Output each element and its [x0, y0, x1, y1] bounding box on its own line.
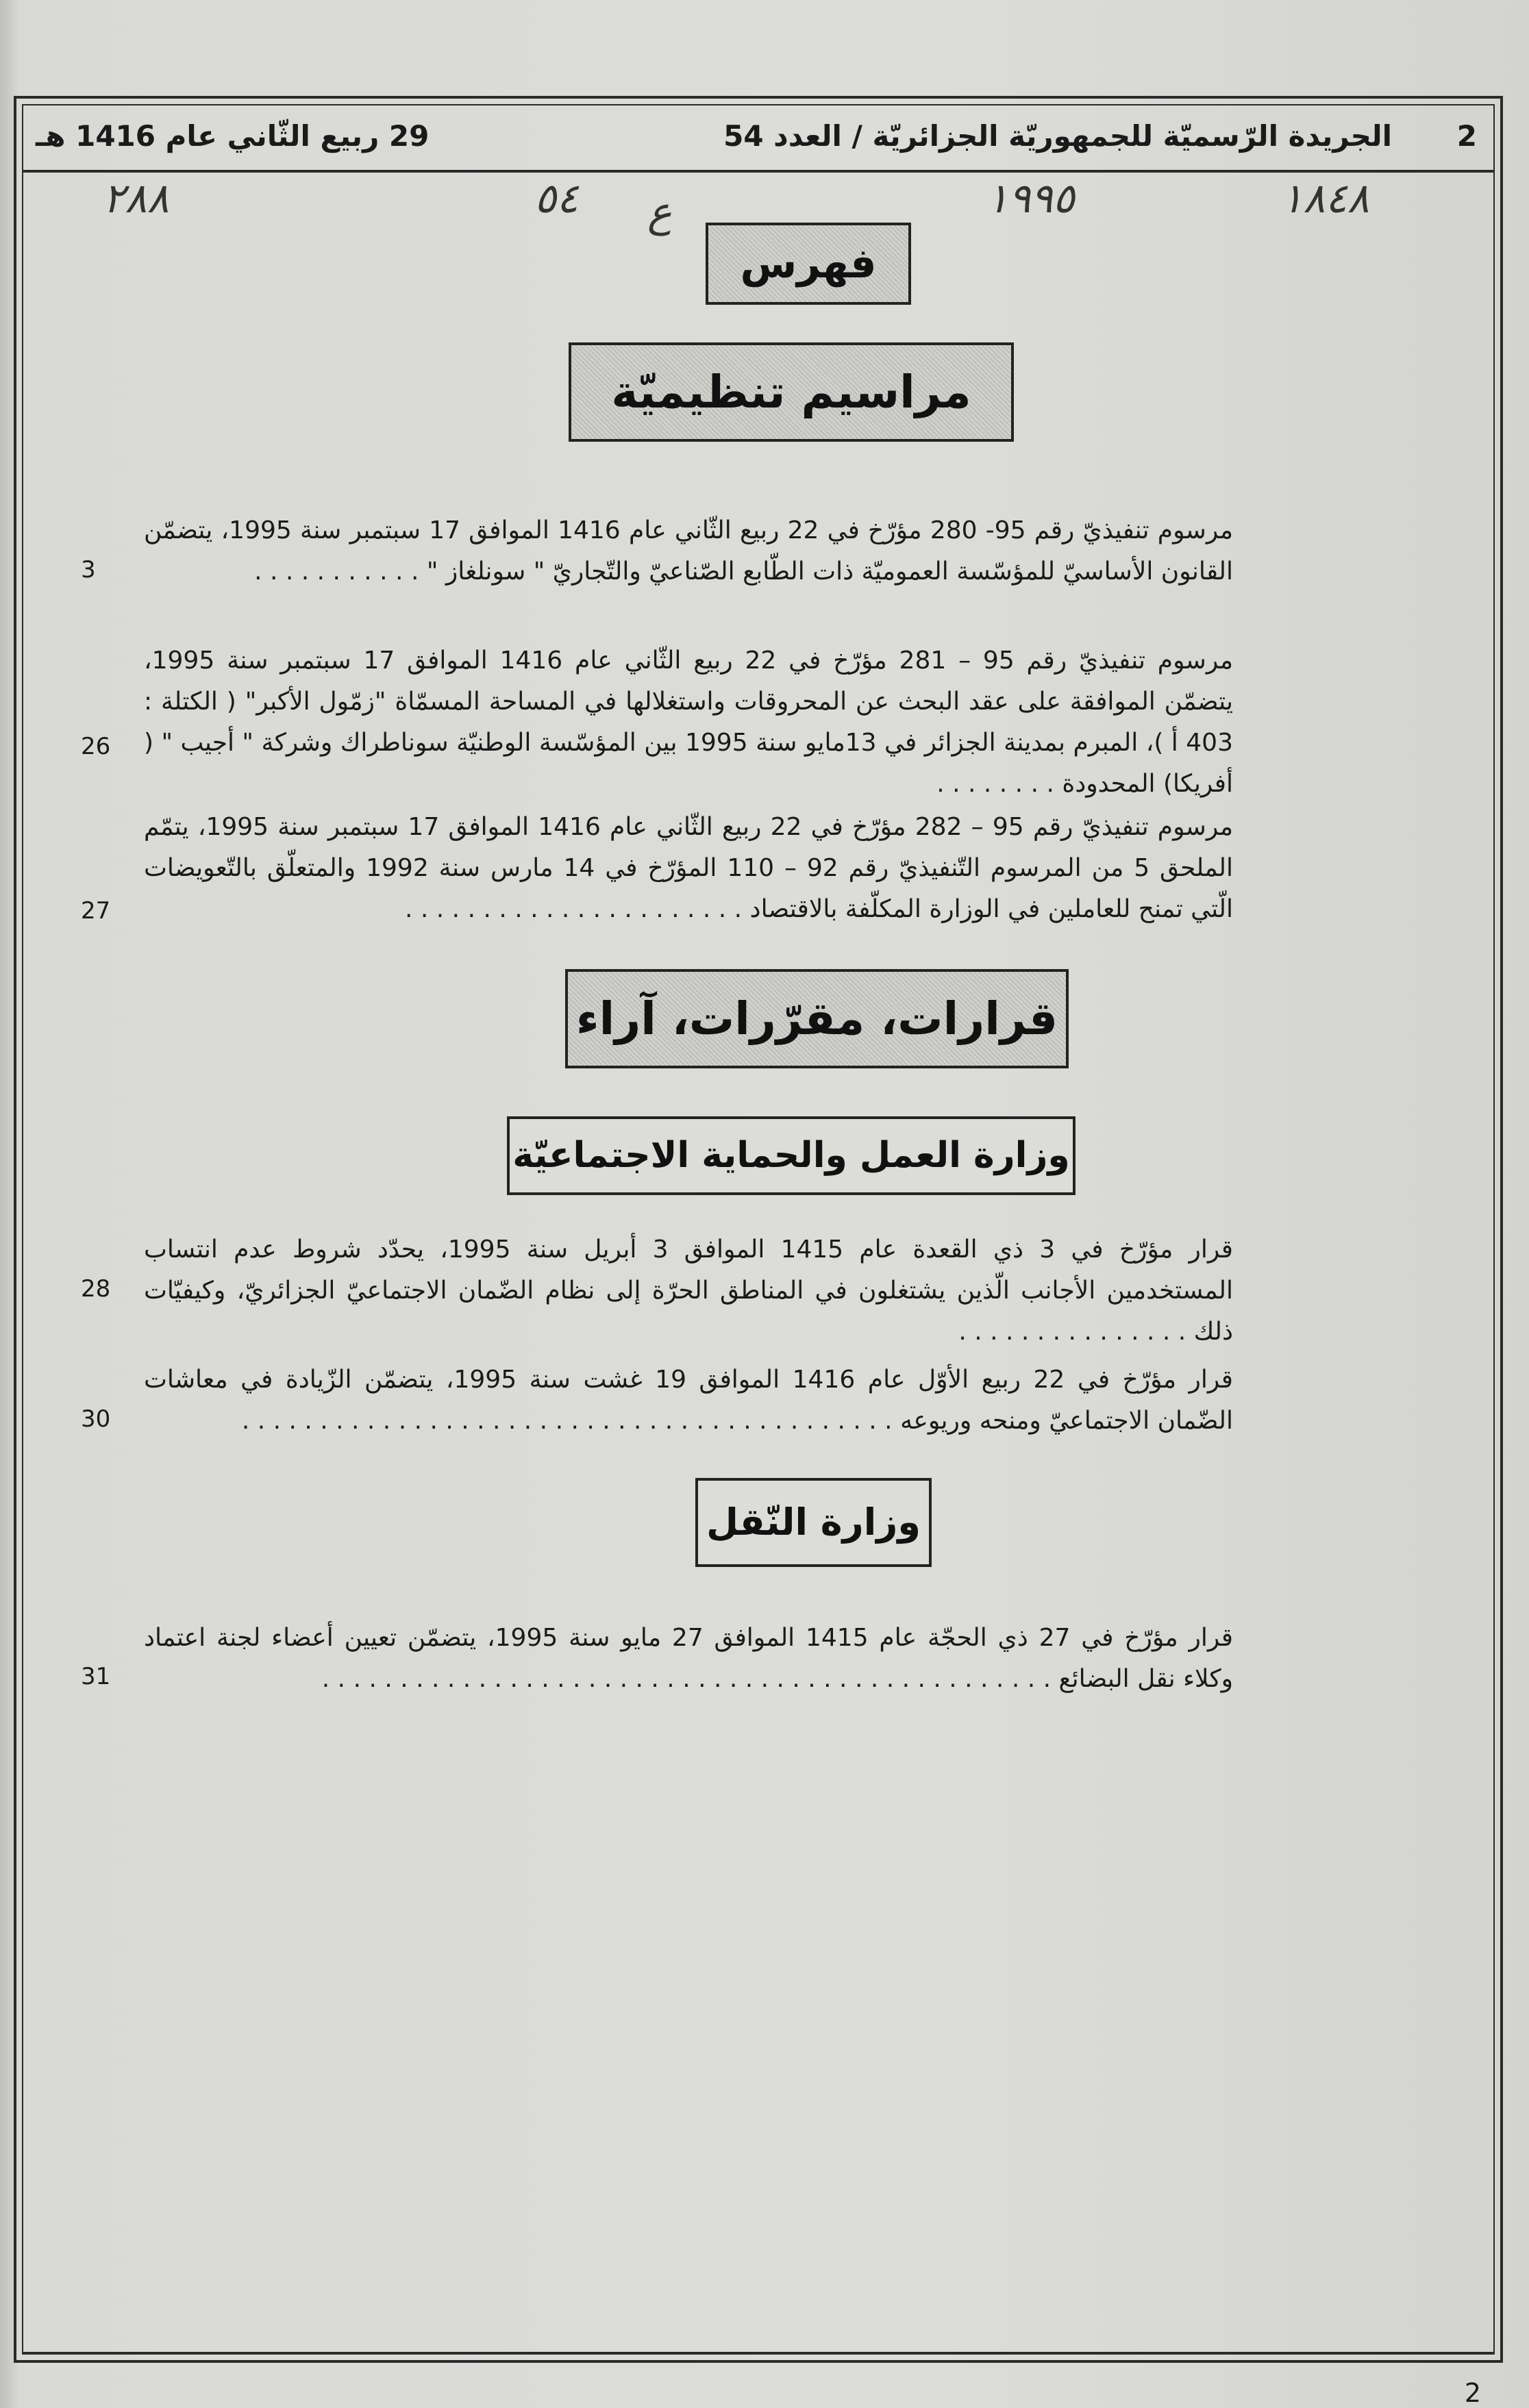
handwritten-note-mid-right: ١٩٩٥ [986, 175, 1075, 223]
list-item: قرار مؤرّخ في 22 ربيع الأوّل عام 1416 الموافق 19 غشت سنة 1995، يتضمّن الزّيادة في معاشات الضّمان الاجتماعيّ ومنحه وريوعه . . . . . . . . . . . . . . . . . . . . . . . . . . . . . . . . . . . . . . . . . . [144, 1366, 1233, 1435]
header-page-number: 2 [1456, 119, 1477, 153]
list-item: مرسوم تنفيذيّ رقم 95 – 282 مؤرّخ في 22 ربيع الثّاني عام 1416 الموافق 17 سبتمبر سنة 1995، يتمّم الملحق 5 من المرسوم التّنفيذيّ رقم 92 – 110 المؤرّخ في 14 مارس سنة 1992 والمتعلّق بالتّعويضات الّتي تمنح للعاملين في الوزارة المكلّفة بالاقتصاد . . . . . . . . . . . . . . . . . . . . . . [144, 813, 1234, 923]
header-date: 29 ربيع الثّاني عام 1416 هـ [36, 119, 430, 153]
entry-page-number: 28 [81, 1275, 111, 1303]
handwritten-note-left: ٢٨٨ [103, 175, 169, 223]
handwritten-note-mid: ع [647, 188, 672, 236]
list-item: مرسوم تنفيذيّ رقم 95- 280 مؤرّخ في 22 ربيع الثّاني عام 1416 الموافق 17 سبتمبر سنة 1995، يتضمّن القانون الأساسيّ للمؤسّسة العموميّة ذات الطّابع الصّناعيّ والتّجاريّ " سونلغاز " . . . . . . . . . . . [144, 516, 1233, 586]
footer-page-number: 2 [1464, 2378, 1481, 2408]
entry-page-number: 31 [81, 1663, 111, 1690]
list-item: مرسوم تنفيذيّ رقم 95 – 281 مؤرّخ في 22 ربيع الثّاني عام 1416 الموافق 17 سبتمبر سنة 1995، يتضمّن الموافقة على عقد البحث عن المحروقات واستغلالها في المساحة المسمّاة "زمّول الأكبر" ( الكتلة : 403 أ )، المبرم بمدينة الجزائر في 13مايو سنة 1995 بين المؤسّسة الوطنيّة سوناطراك وشركة " أجيب " ( أفريكا) المحدودة . . . . . . . . [144, 647, 1233, 798]
handwritten-note-mid-left: ٥٤ [534, 175, 579, 223]
bottom-rule [22, 2352, 1495, 2354]
entry-page-number: 30 [81, 1405, 111, 1433]
subsection-title-labour-ministry: وزارة العمل والحماية الاجتماعيّة [507, 1116, 1076, 1195]
list-item: قرار مؤرّخ في 3 ذي القعدة عام 1415 الموافق 3 أبريل سنة 1995، يحدّد شروط عدم انتساب المستخدمين الأجانب الّذين يشتغلون في المناطق الحرّة إلى نظام الضّمان الاجتماعيّ الجزائريّ، وكيفيّات ذلك . . . . . . . . . . . . . . . [144, 1236, 1233, 1346]
section-title-decisions: قرارات، مقرّرات، آراء [565, 969, 1069, 1068]
index-title: فهرس [706, 223, 911, 305]
list-item: قرار مؤرّخ في 27 ذي الحجّة عام 1415 الموافق 27 مايو سنة 1995، يتضمّن تعيين أعضاء لجنة اعتماد وكلاء نقل البضائع . . . . . . . . . . . . . . . . . . . . . . . . . . . . . . . . . . . . . . . . . . . . . . . [144, 1624, 1233, 1693]
entry-page-number: 3 [81, 556, 96, 584]
section-title-regulatory-decrees: مراسيم تنظيميّة [569, 342, 1014, 442]
entry-page-number: 27 [81, 897, 111, 925]
page-header [22, 104, 1495, 173]
subsection-title-transport-ministry: وزارة النّقل [695, 1478, 932, 1567]
header-title: الجريدة الرّسميّة للجمهوريّة الجزائريّة / العدد 54 [723, 119, 1392, 153]
entry-page-number: 26 [81, 733, 111, 760]
handwritten-note-right: ١٨٤٨ [1281, 175, 1369, 223]
